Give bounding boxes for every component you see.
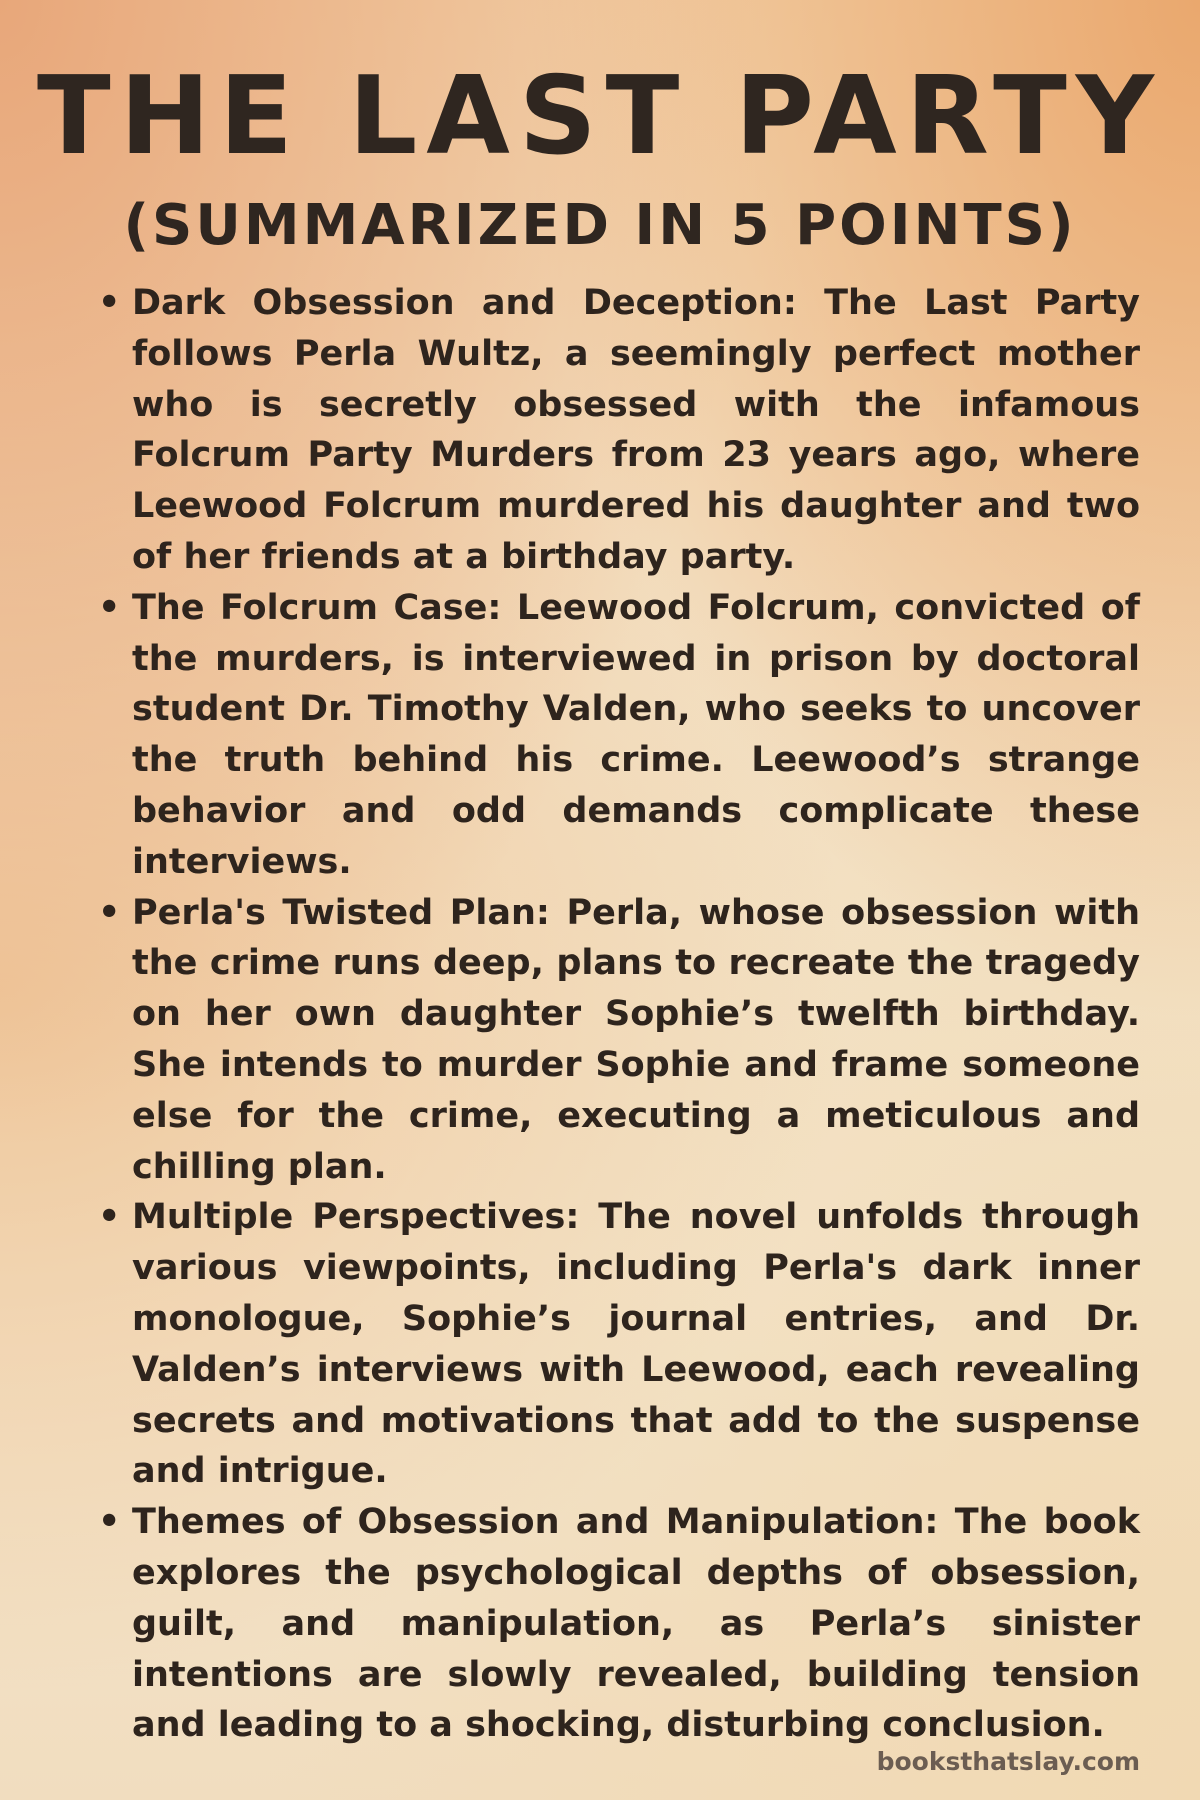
summary-point-text: Multiple Perspectives: The novel unfolds through various viewpoints, including Perla's dark inner monologue, Sophie’s journal entries, and Dr. Valden’s interviews with Leewood, each revealing secrets and motivations that add to the suspense and intrigue.: [132, 1197, 1140, 1492]
summary-point-text: Dark Obsession and Deception: The Last Party follows Perla Wultz, a seemingly perfect mother who is secretly obsessed with the infamous Folcrum Party Murders from 23 years ago, where Leewood Folcrum murdered his daughter and two of her friends at a birthday party.: [132, 283, 1140, 577]
summary-points-list: [96, 278, 1140, 1751]
source-credit: booksthatslay.com: [876, 1747, 1140, 1776]
summary-point-text: Themes of Obsession and Manipulation: The book explores the psychological depths of obsession, guilt, and manipulation, as Perla’s sinister intentions are slowly revealed, building tension and leading to a shocking, disturbing conclusion.: [132, 1502, 1140, 1746]
summary-point-3: [96, 888, 1140, 1193]
summary-point-text: Perla's Twisted Plan: Perla, whose obsession with the crime runs deep, plans to recreate the tragedy on her own daughter Sophie’s twelfth birthday. She intends to murder Sophie and frame someone else for the crime, executing a meticulous and chilling plan.: [132, 892, 1140, 1187]
summary-point-5: [96, 1497, 1140, 1751]
summary-point-2: [96, 583, 1140, 888]
bullet-icon: •: [98, 587, 121, 628]
page-title: THE LAST PARTY: [37, 54, 1163, 179]
summary-point-text: The Folcrum Case: Leewood Folcrum, convicted of the murders, is interviewed in prison by doctoral student Dr. Timothy Valden, who seeks to uncover the truth behind his crime. Leewood’s strange behavior and odd demands complicate these interviews.: [132, 587, 1140, 882]
bullet-icon: •: [98, 283, 121, 323]
bullet-icon: •: [98, 1197, 121, 1238]
bullet-icon: •: [98, 892, 121, 933]
summary-point-1: [96, 278, 1140, 583]
page-subtitle: (SUMMARIZED IN 5 POINTS): [123, 193, 1077, 258]
summary-point-4: [96, 1192, 1140, 1497]
bullet-icon: •: [98, 1502, 121, 1543]
